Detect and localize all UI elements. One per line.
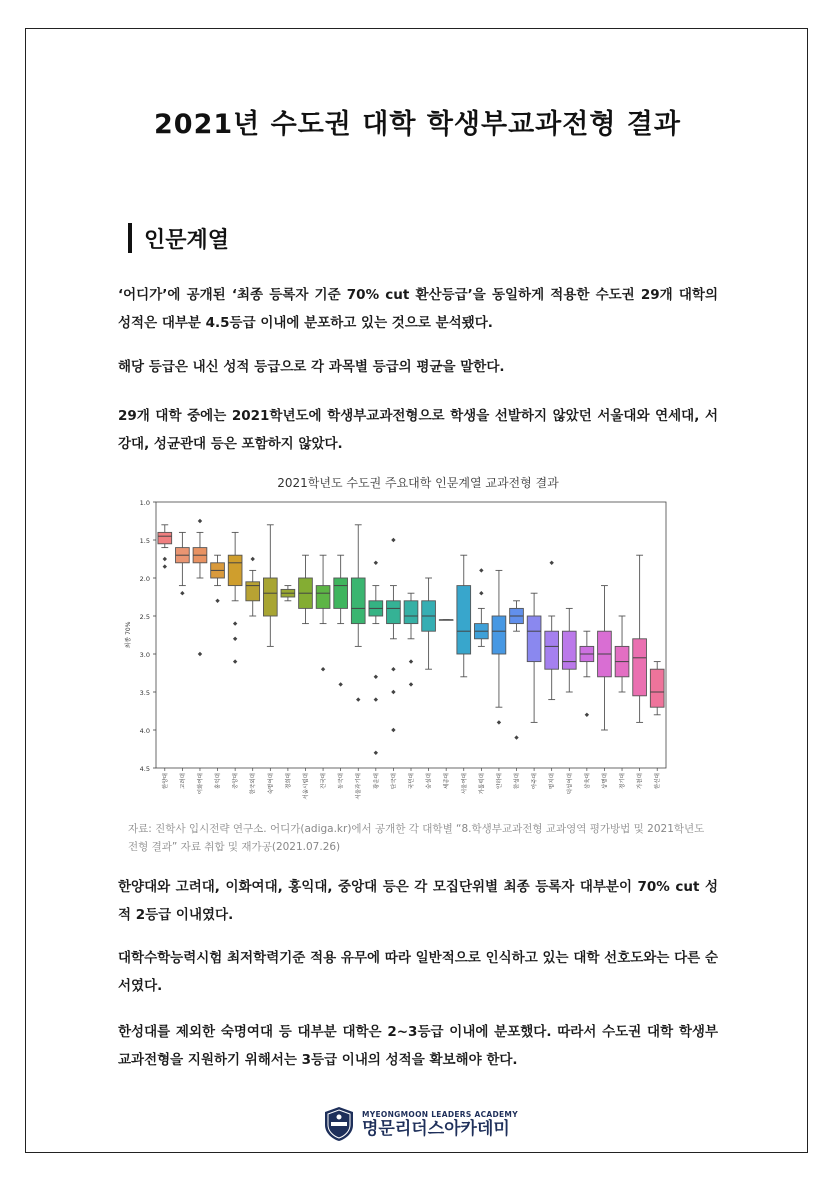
- box-6: [246, 557, 260, 616]
- paragraph-3: 29개 대학 중에는 2021학년도에 학생부교과전형으로 학생을 선발하지 않았던 서울대와 연세대, 서강대, 성균관대 등은 포함하지 않았다.: [118, 408, 718, 452]
- chart-title: 2021학년도 수도권 주요대학 인문계열 교과전형 결과: [277, 476, 559, 490]
- x-tick-label: 한성대: [514, 773, 521, 789]
- y-tick-label: 3.0: [139, 651, 150, 659]
- paragraph-5: 대학수학능력시험 최저학력기준 적용 유무에 따라 일반적으로 인식하고 있는 대학 선호도와는 다른 순서였다.: [118, 950, 718, 994]
- x-tick-label: 아주대: [532, 773, 539, 789]
- y-tick-label: 1.0: [139, 499, 150, 507]
- x-tick-label: 한신대: [655, 773, 662, 789]
- academy-emblem-icon: [322, 1105, 356, 1143]
- x-tick-label: 인하대: [496, 773, 503, 789]
- box-5: [228, 532, 242, 663]
- y-tick-label: 4.0: [139, 727, 150, 735]
- x-tick-label: 숭실대: [426, 773, 433, 789]
- box-body: [246, 582, 260, 601]
- outlier-point: [233, 621, 237, 625]
- outlier-point: [233, 637, 237, 641]
- x-tick-label: 서울여대: [461, 773, 468, 795]
- box-29: [650, 662, 664, 715]
- x-tick-label: 중앙대: [233, 773, 240, 789]
- outlier-point: [391, 667, 395, 671]
- x-tick-label: 홍익대: [215, 773, 222, 789]
- x-tick-label: 고려대: [180, 773, 187, 789]
- box-11: [334, 555, 348, 686]
- outlier-point: [391, 728, 395, 732]
- x-tick-label: 가천대: [637, 773, 644, 789]
- box-body: [404, 601, 418, 624]
- box-body: [457, 586, 471, 654]
- x-tick-label: 한양대: [162, 773, 169, 789]
- section-heading-label: 인문계열: [144, 227, 230, 253]
- box-26: [598, 586, 612, 730]
- box-body: [334, 578, 348, 608]
- box-2: [176, 532, 190, 595]
- box-15: [404, 593, 418, 686]
- outlier-point: [374, 751, 378, 755]
- outlier-point: [163, 557, 167, 561]
- outlier-point: [409, 659, 413, 663]
- x-tick-label: 광운대: [373, 773, 380, 789]
- outlier-point: [356, 697, 360, 701]
- box-body: [492, 616, 506, 654]
- box-body: [562, 631, 576, 669]
- outlier-point: [163, 564, 167, 568]
- outlier-point: [409, 682, 413, 686]
- box-20: [492, 570, 506, 724]
- box-8: [281, 586, 295, 601]
- box-body: [633, 639, 647, 696]
- outlier-point: [497, 720, 501, 724]
- x-tick-label: 명지대: [549, 773, 556, 789]
- outlier-point: [374, 675, 378, 679]
- paragraph-1: ‘어디가’에 공개된 ‘최종 등록자 기준 70% cut 환산등급’을 동일하게 적용한 수도권 29개 대학의 성적은 대부분 4.5등급 이내에 분포하고 있는 것으로 분석됐다.: [118, 287, 718, 331]
- x-tick-label: 숙명여대: [268, 773, 275, 795]
- academy-name-ko: 명문리더스아카데미: [362, 1118, 510, 1139]
- outlier-point: [215, 599, 219, 603]
- box-body: [316, 586, 330, 609]
- y-axis-label: 최종 70%: [125, 621, 132, 649]
- x-tick-label: 경희대: [285, 773, 292, 789]
- outlier-point: [198, 519, 202, 523]
- box-17: [439, 620, 453, 621]
- section-heading: [128, 222, 229, 254]
- box-3: [193, 519, 207, 656]
- box-7: [263, 525, 277, 647]
- x-tick-label: 세종대: [444, 773, 451, 789]
- outlier-point: [374, 561, 378, 565]
- outlier-point: [338, 682, 342, 686]
- box-27: [615, 616, 629, 692]
- academy-name-en: MYEONGMOON LEADERS ACADEMY: [362, 1109, 518, 1119]
- box-19: [474, 568, 488, 646]
- y-tick-label: 2.5: [139, 613, 150, 621]
- box-23: [545, 561, 559, 700]
- x-tick-label: 단국대: [391, 773, 398, 789]
- y-tick-label: 4.5: [139, 765, 150, 773]
- outlier-point: [391, 690, 395, 694]
- x-tick-label: 이화여대: [197, 773, 204, 795]
- x-tick-label: 서울시립대: [303, 773, 310, 800]
- source-note: 자료: 진학사 입시전략 연구소. 어디가(adiga.kr)에서 공개한 각 대학별 “8.학생부교과전형 교과영역 평가방법 및 2021학년도 전형 결과” 자료 취합 및 재가공(2021.07.26): [128, 823, 705, 853]
- box-4: [211, 555, 225, 603]
- box-body: [263, 578, 277, 616]
- box-22: [527, 593, 541, 722]
- outlier-point: [251, 557, 255, 561]
- box-9: [299, 555, 313, 623]
- outlier-point: [233, 659, 237, 663]
- paragraph-6: 한성대를 제외한 숙명여대 등 대부분 대학은 2~3등급 이내에 분포했다. 따라서 수도권 대학 학생부교과전형을 지원하기 위해서는 3등급 이내의 성적을 확보해야 한다.: [118, 1024, 718, 1068]
- x-tick-label: 한국외대: [250, 773, 257, 795]
- outlier-point: [391, 538, 395, 542]
- outlier-point: [479, 568, 483, 572]
- box-25: [580, 631, 594, 717]
- box-24: [562, 608, 576, 692]
- box-16: [422, 578, 436, 669]
- box-28: [633, 555, 647, 722]
- outlier-point: [180, 591, 184, 595]
- y-tick-label: 2.0: [139, 575, 150, 583]
- x-tick-label: 경기대: [620, 773, 627, 789]
- box-10: [316, 555, 330, 671]
- box-1: [158, 525, 172, 569]
- y-tick-label: 3.5: [139, 689, 150, 697]
- x-tick-label: 가톨릭대: [479, 773, 486, 795]
- outlier-point: [549, 561, 553, 565]
- boxplot-chart: [118, 474, 718, 814]
- document-title: 2021년 수도권 대학 학생부교과전형 결과: [154, 109, 681, 140]
- box-12: [351, 525, 365, 702]
- box-13: [369, 561, 383, 755]
- outlier-point: [374, 697, 378, 701]
- x-tick-label: 건국대: [321, 773, 328, 789]
- box-body: [545, 631, 559, 669]
- outlier-point: [514, 735, 518, 739]
- x-tick-label: 삼육대: [584, 773, 591, 789]
- outlier-point: [321, 667, 325, 671]
- footer-logo: [322, 1102, 518, 1146]
- y-tick-label: 1.5: [139, 537, 150, 545]
- outlier-point: [479, 591, 483, 595]
- box-body: [351, 578, 365, 624]
- x-tick-label: 국민대: [409, 773, 415, 789]
- x-tick-label: 상명대: [602, 773, 609, 789]
- paragraph-4: 한양대와 고려대, 이화여대, 홍익대, 중앙대 등은 각 모집단위별 최종 등록자 대부분이 70% cut 성적 2등급 이내였다.: [118, 879, 718, 923]
- chart-svg: [118, 486, 718, 816]
- x-tick-label: 동국대: [338, 773, 345, 789]
- box-body: [650, 669, 664, 707]
- box-body: [527, 616, 541, 662]
- box-body: [228, 555, 242, 585]
- x-tick-label: 덕성여대: [567, 773, 574, 795]
- outlier-point: [585, 713, 589, 717]
- box-body: [158, 532, 172, 543]
- box-body: [387, 601, 401, 624]
- x-tick-label: 서울과기대: [356, 773, 363, 800]
- box-18: [457, 555, 471, 677]
- box-14: [387, 538, 401, 732]
- box-21: [510, 601, 524, 740]
- outlier-point: [198, 652, 202, 656]
- paragraph-2: 해당 등급은 내신 성적 등급으로 각 과목별 등급의 평균을 말한다.: [118, 359, 505, 375]
- section-marker: [128, 223, 132, 253]
